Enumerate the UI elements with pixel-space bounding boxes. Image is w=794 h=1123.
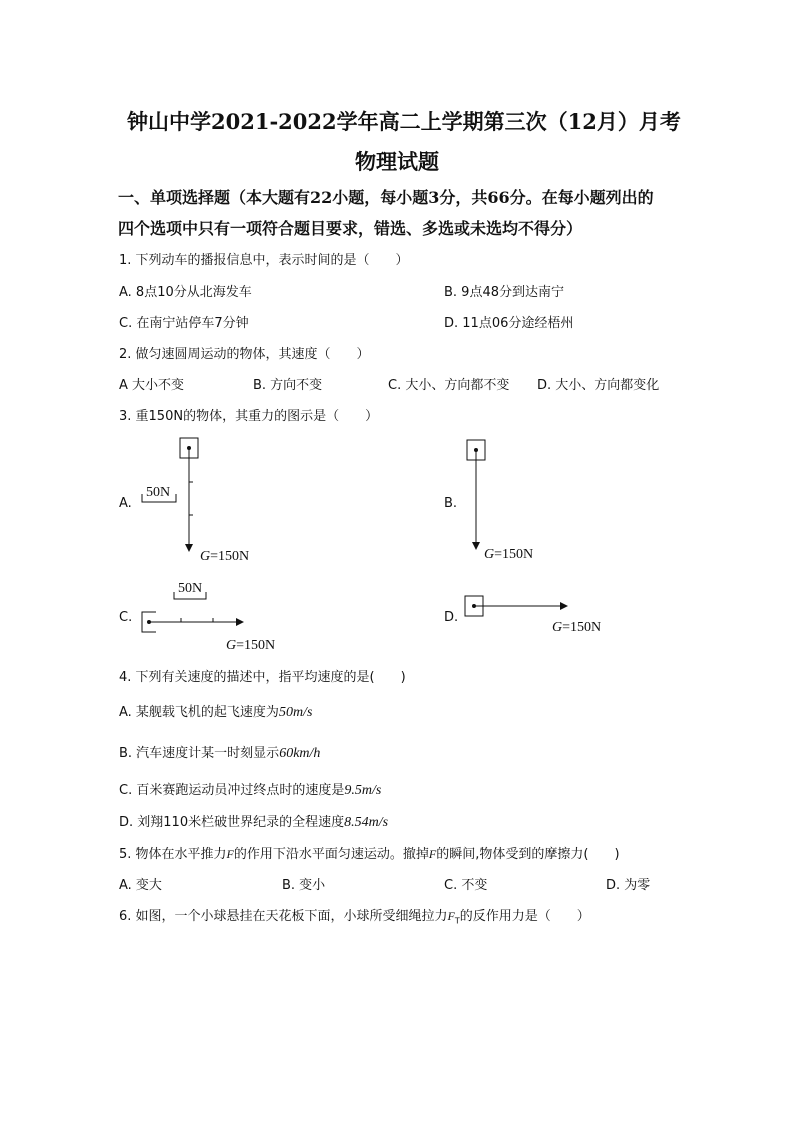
stem-part: 5. 物体在水平推力 bbox=[119, 847, 227, 862]
gravity-label: G=150N bbox=[484, 547, 534, 562]
option-value: 9.5m/s bbox=[344, 783, 382, 798]
force-diagram-b bbox=[456, 432, 576, 572]
option-text: C. 百米赛跑运动员冲过终点时的速度是 bbox=[119, 783, 345, 798]
arrow-head bbox=[560, 602, 568, 610]
question-1-option-d: D. 11点06分途经梧州 bbox=[444, 316, 574, 331]
question-2-option-b: B. 方向不变 bbox=[253, 378, 323, 393]
section-heading-line2: 四个选项中只有一项符合题目要求，错选、多选或未选均不得分） bbox=[118, 219, 583, 238]
question-2-option-a: A 大小不变 bbox=[119, 378, 185, 393]
force-symbol: F bbox=[226, 847, 234, 861]
question-1-stem: 1. 下列动车的播报信息中，表示时间的是（ ） bbox=[119, 253, 409, 268]
force-symbol: F bbox=[428, 847, 437, 861]
question-5-stem bbox=[119, 843, 620, 862]
scale-label: 50N bbox=[178, 581, 203, 596]
question-3-option-c-label: C. bbox=[119, 610, 133, 625]
question-2-stem: 2. 做匀速圆周运动的物体，其速度（ ） bbox=[119, 347, 370, 362]
question-4-stem: 4. 下列有关速度的描述中，指平均速度的是( ) bbox=[119, 670, 406, 685]
force-diagram-d bbox=[460, 586, 640, 646]
exam-title: 钟山中学2021-2022学年高二上学期第三次（12月）月考 bbox=[127, 109, 681, 134]
force-diagram-c bbox=[136, 576, 296, 656]
question-1-option-c: C. 在南宁站停车7分钟 bbox=[119, 316, 249, 331]
stem-part: 的瞬间,物体受到的摩擦力( ) bbox=[436, 847, 620, 862]
stem-part: 的作用下沿水平面匀速运动。撤掉 bbox=[233, 847, 429, 862]
question-3-option-b-label: B. bbox=[444, 496, 458, 511]
exam-subtitle: 物理试题 bbox=[355, 149, 439, 174]
question-2-option-c: C. 大小、方向都不变 bbox=[388, 378, 510, 393]
question-4-option-a bbox=[119, 701, 312, 721]
question-1-option-a: A. 8点10分从北海发车 bbox=[119, 285, 252, 300]
question-3-stem: 3. 重150N的物体，其重力的图示是（ ） bbox=[119, 409, 379, 424]
section-heading-line1: 一、单项选择题（本大题有22小题，每小题3分，共66分。在每小题列出的 bbox=[118, 188, 654, 207]
question-6-stem bbox=[119, 905, 590, 926]
arrow-head bbox=[185, 544, 193, 552]
question-5-option-c: C. 不变 bbox=[444, 878, 488, 893]
gravity-label: G=150N bbox=[226, 638, 276, 653]
force-subscript: T bbox=[454, 916, 460, 926]
stem-part: 6. 如图，一个小球悬挂在天花板下面，小球所受细绳拉力 bbox=[119, 909, 448, 924]
option-value: 60km/h bbox=[279, 746, 321, 761]
arrow-head bbox=[236, 618, 244, 626]
question-5-option-a: A. 变大 bbox=[119, 878, 162, 893]
question-4-option-d bbox=[119, 811, 388, 831]
question-5-option-b: B. 变小 bbox=[282, 878, 326, 893]
gravity-label: G=150N bbox=[200, 549, 250, 564]
option-text: B. 汽车速度计某一时刻显示 bbox=[119, 746, 280, 761]
stem-part: 的反作用力是（ ） bbox=[459, 909, 590, 924]
question-3-option-a-label: A. bbox=[119, 496, 132, 511]
question-4-option-b bbox=[119, 742, 320, 762]
arrow-head bbox=[472, 542, 480, 550]
option-text: A. 某舰载飞机的起飞速度为 bbox=[119, 705, 279, 720]
question-4-option-c bbox=[119, 779, 381, 799]
force-diagram-a bbox=[136, 432, 276, 572]
question-1-option-b: B. 9点48分到达南宁 bbox=[444, 285, 564, 300]
question-3-option-d-label: D. bbox=[444, 610, 459, 625]
option-text: D. 刘翔110米栏破世界纪录的全程速度 bbox=[119, 815, 345, 830]
option-value: 50m/s bbox=[278, 705, 313, 720]
question-5-option-d: D. 为零 bbox=[606, 878, 651, 893]
question-2-option-d: D. 大小、方向都变化 bbox=[537, 378, 660, 393]
option-value: 8.54m/s bbox=[344, 815, 389, 830]
gravity-label: G=150N bbox=[552, 620, 602, 635]
scale-label: 50N bbox=[146, 485, 171, 500]
force-symbol: F bbox=[447, 909, 455, 923]
